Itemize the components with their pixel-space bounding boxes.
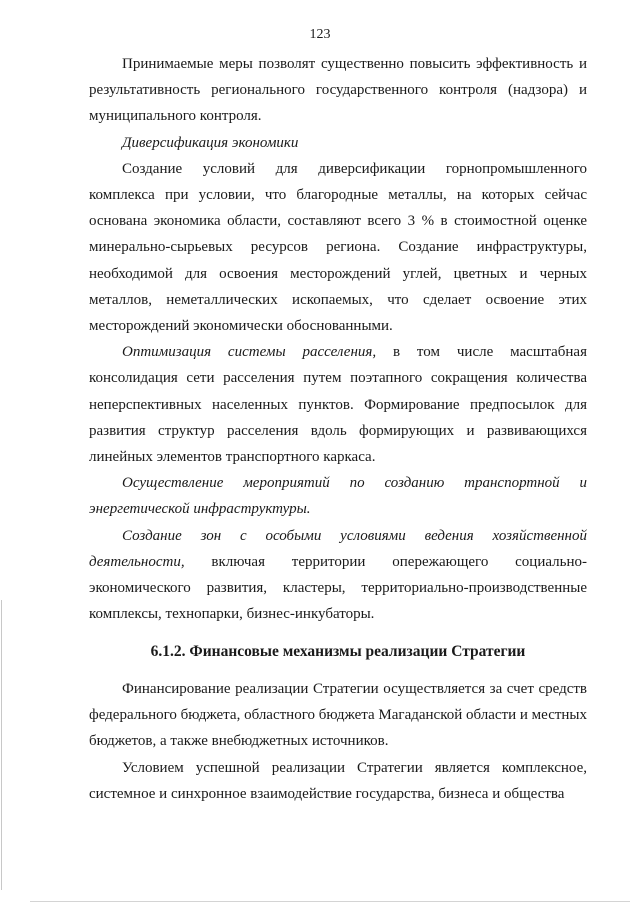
scan-edge-bottom xyxy=(30,901,630,902)
paragraph-diversification: Создание условий для диверсификации горнопромышленного комплекса при условии, что благородные металлы, на которых сейчас основана экономика области, составляют всего 3 % в стоимостной оценке минерально-сырьевых ресурсов региона. Создание инфраструктуры, необходимой для освоения месторождений углей, цветных и черных металлов, неметаллических ископаемых, что сделает освоение этих месторождений экономически обоснованными. xyxy=(89,160,587,335)
paragraph-settlement xyxy=(89,339,587,470)
settlement-body: в том числе масштабная консолидация сети расселения путем поэтапного сокращения количества неперспективных населенных пунктов. Формирование предпосылок для развития структур расселения вдоль формирующих и развивающихся линейных элементов транспортного каркаса. xyxy=(89,344,587,466)
paragraph-financing: Финансирование реализации Стратегии осуществляется за счет средств федерального бюджета, областного бюджета Магаданской области и местных бюджетов, а также внебюджетных источников. xyxy=(89,681,588,750)
paragraph-success-condition: Условием успешной реализации Стратегии является комплексное, системное и синхронное взаимодействие государства, бизнеса и общества xyxy=(89,759,587,802)
paragraph-control-measures: Принимаемые меры позволят существенно повысить эффективность и результативность регионального государственного контроля (надзора) и муниципального контроля. xyxy=(89,56,587,125)
scan-edge-left xyxy=(1,600,2,890)
subheading-diversification: Диверсификация экономики xyxy=(122,134,299,151)
paragraph-infrastructure: Осуществление мероприятий по созданию транспортной и энергетической инфраструктуры. xyxy=(89,475,587,518)
special-zones-body: включая территории опережающего социально-экономического развития, кластеры, территориально-производственные комплексы, технопарки, бизнес-инкубаторы. xyxy=(89,553,587,623)
paragraph-special-zones xyxy=(89,523,587,628)
settlement-lead: Оптимизация системы расселения, xyxy=(122,344,377,361)
body-text-bottom xyxy=(89,676,587,807)
section-heading: 6.1.2. Финансовые механизмы реализации Стратегии xyxy=(150,643,526,660)
page-number: 123 xyxy=(309,27,331,42)
special-zones-lead: Создание зон с особыми условиями ведения хозяйственной деятельности, xyxy=(89,527,587,570)
body-text-top xyxy=(89,51,587,627)
